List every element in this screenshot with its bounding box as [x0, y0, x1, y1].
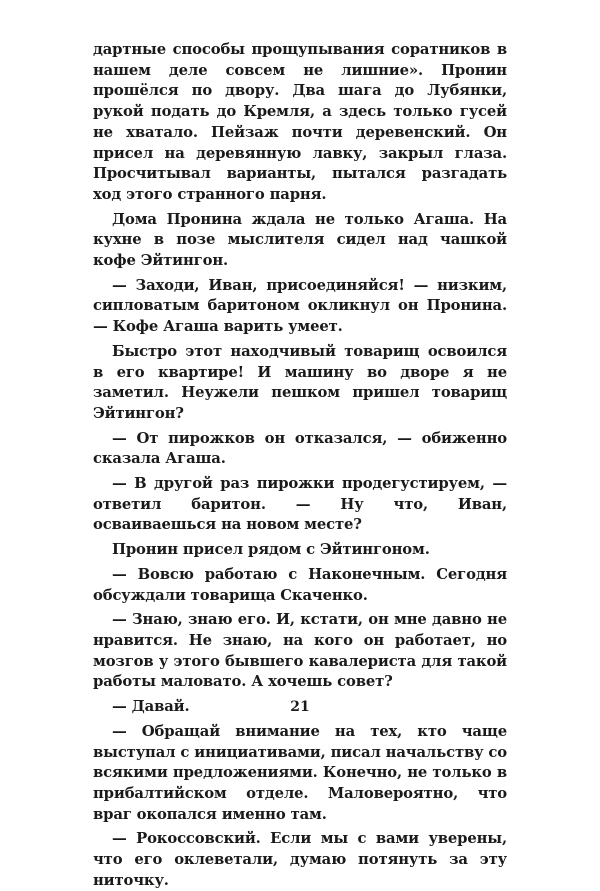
paragraph-6: — В другой раз пирожки продегустируем, — ответил баритон. — Ну что, Иван, осваиваешься на новом месте? [93, 475, 507, 534]
paragraph-8: — Вовсю работаю с Наконечным. Сегодня обсуждали товарища Скаченко. [93, 565, 507, 604]
paragraph-5: — От пирожков он отказался, — обиженно сказала Агаша. [93, 429, 507, 468]
paragraph-9: — Знаю, знаю его. И, кстати, он мне давно не нравится. Не знаю, на кого он работает, но мозгов у этого бывшего кавалериста для такой работы маловато. А хочешь совет? [93, 611, 507, 691]
paragraph-1: дартные способы прощупывания соратников в нашем деле совсем не лишние». Пронин прошёлся по двору. Два шага до Лубянки, рукой подать до Кремля, а здесь только гусей не хватало. Пейзаж почти деревенский. Он присел на деревянную лавку, закрыл глаза. Просчитывал варианты, пытался разгадать ход этого странного парня. [93, 41, 507, 203]
body-text [93, 40, 507, 891]
paragraph-10: — Давай. [112, 698, 190, 716]
paragraph-7: Пронин присел рядом с Эйтингоном. [112, 541, 430, 559]
paragraph-3: — Заходи, Иван, присоединяйся! — низким, сипловатым баритоном окликнул он Пронина. — Кофе Агаша варить умеет. [93, 276, 507, 336]
paragraph-4: Быстро этот находчивый товарищ освоился в его квартире! И машину во дворе я не заметил. Неужели пешком пришел товарищ Эйтингон? [93, 342, 507, 422]
paragraph-12: — Рокоссовский. Если мы с вами уверены, что его оклеветали, думаю потянуть за эту ниточку. [93, 830, 507, 889]
paragraph-2: Дома Пронина ждала не только Агаша. На кухне в позе мыслителя сидел над чашкой кофе Эйтингон. [93, 210, 507, 270]
page-number: 21 [290, 699, 310, 715]
paragraph-11: — Обращай внимание на тех, кто чаще выступал с инициативами, писал начальству со всякими предложениями. Конечно, не только в прибалтийском отделе. Маловероятно, что враг окопался именно там. [93, 722, 508, 823]
